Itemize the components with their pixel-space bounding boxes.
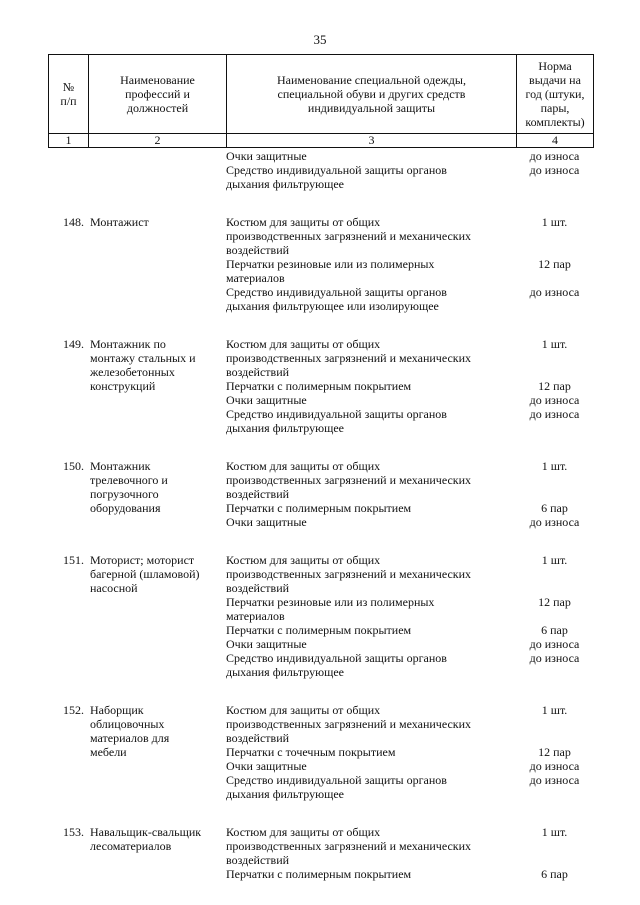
header-line: комплекты) <box>525 115 585 129</box>
equipment-name-line: Перчатки резиновые или из полимерных <box>226 257 435 271</box>
equipment-name <box>226 595 516 623</box>
issue-norm: 1 шт. <box>541 459 568 473</box>
table-row <box>48 337 593 435</box>
header-line: Наименование специальной одежды, <box>277 73 466 87</box>
equipment-name <box>226 703 516 745</box>
equipment-item <box>226 637 593 651</box>
equipment-name <box>226 637 516 651</box>
equipment-name-line: Средство индивидуальной защиты органов <box>226 773 447 787</box>
issue-norm: 12 пар <box>538 257 571 271</box>
equipment-item <box>226 393 593 407</box>
header-col-number <box>49 55 89 134</box>
table-row <box>48 703 593 801</box>
entry-gap <box>48 435 593 459</box>
equipment-name-line: воздействий <box>226 365 290 379</box>
profession-name <box>88 703 226 801</box>
equipment-name-line: Очки защитные <box>226 637 307 651</box>
header-line: п/п <box>60 94 77 108</box>
equipment-name-line: Костюм для защиты от общих <box>226 459 381 473</box>
row-number <box>48 149 88 191</box>
equipment-name-line: Костюм для защиты от общих <box>226 825 381 839</box>
entry-gap <box>48 679 593 703</box>
equipment-name-line: Средство индивидуальной защиты органов <box>226 285 447 299</box>
equipment-item <box>226 515 593 529</box>
equipment-item <box>226 501 593 515</box>
page-number: 35 <box>313 32 327 47</box>
profession-line: насосной <box>90 581 138 595</box>
equipment-name <box>226 773 516 801</box>
row-number: 153. <box>63 825 84 839</box>
equipment-item <box>226 595 593 623</box>
header-col-profession <box>89 55 227 134</box>
equipment-name <box>226 515 516 529</box>
equipment-item <box>226 553 593 595</box>
equipment-name <box>226 745 516 759</box>
equipment-item <box>226 759 593 773</box>
equipment-name-line: Перчатки с точечным покрытием <box>226 745 396 759</box>
equipment-name-line: производственных загрязнений и механических <box>226 351 472 365</box>
header-col-index-1: 1 <box>49 134 89 148</box>
issue-norm: до износа <box>529 407 580 421</box>
equipment-name <box>226 215 516 257</box>
issue-norm: до износа <box>529 759 580 773</box>
equipment-name-line: материалов <box>226 271 285 285</box>
equipment-name <box>226 825 516 867</box>
issue-norm: 1 шт. <box>541 553 568 567</box>
equipment-item <box>226 215 593 257</box>
issue-norm: до износа <box>529 149 580 163</box>
profession-line: монтажу стальных и <box>90 351 196 365</box>
equipment-name-line: производственных загрязнений и механических <box>226 717 472 731</box>
equipment-list <box>226 337 593 435</box>
equipment-item <box>226 257 593 285</box>
header-col-norm <box>517 55 594 134</box>
row-number: 150. <box>63 459 84 473</box>
entry-gap <box>48 801 593 825</box>
equipment-name-line: Перчатки с полимерным покрытием <box>226 623 412 637</box>
profession-line: трелевочного и <box>90 473 168 487</box>
issue-norm: 12 пар <box>538 595 571 609</box>
equipment-name <box>226 379 516 393</box>
equipment-name-line: воздействий <box>226 581 290 595</box>
equipment-name-line: дыхания фильтрующее <box>226 787 344 801</box>
equipment-name-line: Перчатки резиновые или из полимерных <box>226 595 435 609</box>
equipment-name-line: Перчатки с полимерным покрытием <box>226 501 412 515</box>
issue-norm: до износа <box>529 393 580 407</box>
table-row <box>48 825 593 881</box>
equipment-item <box>226 407 593 435</box>
equipment-item <box>226 163 593 191</box>
issue-norm: 6 пар <box>541 867 568 881</box>
table-row <box>48 215 593 313</box>
profession-line: материалов для <box>90 731 170 745</box>
equipment-name <box>226 759 516 773</box>
equipment-name <box>226 623 516 637</box>
header-line: индивидуальной защиты <box>307 101 436 115</box>
equipment-name-line: Очки защитные <box>226 149 307 163</box>
equipment-name-line: воздействий <box>226 853 290 867</box>
equipment-name <box>226 285 516 313</box>
equipment-name-line: дыхания фильтрующее <box>226 421 344 435</box>
header-line: Наименование <box>120 73 195 87</box>
equipment-item <box>226 623 593 637</box>
profession-line: Наборщик <box>90 703 144 717</box>
equipment-name <box>226 501 516 515</box>
equipment-name <box>226 337 516 379</box>
entry-gap <box>48 529 593 553</box>
row-number: 151. <box>63 553 84 567</box>
row-number: 149. <box>63 337 84 351</box>
equipment-name-line: дыхания фильтрующее <box>226 177 344 191</box>
equipment-name-line: дыхания фильтрующее <box>226 665 344 679</box>
issue-norm: до износа <box>529 637 580 651</box>
profession-name <box>88 337 226 435</box>
equipment-list <box>226 459 593 529</box>
issue-norm: до износа <box>529 285 580 299</box>
equipment-name <box>226 651 516 679</box>
equipment-name-line: Костюм для защиты от общих <box>226 703 381 717</box>
equipment-name-line: Перчатки с полимерным покрытием <box>226 379 412 393</box>
profession-line: Монтажник <box>90 459 151 473</box>
equipment-name-line: Костюм для защиты от общих <box>226 553 381 567</box>
issue-norm: до износа <box>529 163 580 177</box>
equipment-item <box>226 149 593 163</box>
equipment-name-line: Очки защитные <box>226 515 307 529</box>
equipment-name-line: производственных загрязнений и механических <box>226 567 472 581</box>
issue-norm: 12 пар <box>538 379 571 393</box>
profession-line: погрузочного <box>90 487 159 501</box>
issue-norm: до износа <box>529 515 580 529</box>
profession-line: багерной (шламовой) <box>90 567 200 581</box>
equipment-name-line: Средство индивидуальной защиты органов <box>226 163 447 177</box>
equipment-name <box>226 393 516 407</box>
equipment-list <box>226 703 593 801</box>
equipment-name-line: Очки защитные <box>226 393 307 407</box>
equipment-item <box>226 867 593 881</box>
profession-name <box>88 459 226 529</box>
header-col-index-2: 2 <box>89 134 227 148</box>
issue-norm: до износа <box>529 651 580 665</box>
equipment-name <box>226 867 516 881</box>
profession-line: Монтажник по <box>90 337 166 351</box>
profession-name <box>88 149 226 191</box>
header-line: профессий и <box>125 87 190 101</box>
issue-norm: 6 пар <box>541 501 568 515</box>
profession-line: Монтажист <box>90 215 149 229</box>
issue-norm: 6 пар <box>541 623 568 637</box>
equipment-name-line: воздействий <box>226 731 290 745</box>
profession-line: мебели <box>90 745 127 759</box>
equipment-name <box>226 553 516 595</box>
header-line: Норма <box>538 59 572 73</box>
profession-line: облицовочных <box>90 717 165 731</box>
equipment-name-line: Очки защитные <box>226 759 307 773</box>
table-row <box>48 149 593 191</box>
equipment-item <box>226 285 593 313</box>
equipment-item <box>226 745 593 759</box>
profession-line: железобетонных <box>90 365 175 379</box>
equipment-name <box>226 149 516 163</box>
profession-line: конструкций <box>90 379 156 393</box>
equipment-list <box>226 553 593 679</box>
issue-norm: 1 шт. <box>541 703 568 717</box>
table-header <box>48 54 594 148</box>
equipment-name <box>226 407 516 435</box>
equipment-item <box>226 459 593 501</box>
equipment-item <box>226 703 593 745</box>
equipment-name-line: производственных загрязнений и механических <box>226 473 472 487</box>
issue-norm: 1 шт. <box>541 337 568 351</box>
equipment-item <box>226 825 593 867</box>
profession-name <box>88 215 226 313</box>
equipment-item <box>226 773 593 801</box>
header-line: № <box>62 80 75 94</box>
equipment-item <box>226 337 593 379</box>
header-line: пары, <box>540 101 570 115</box>
issue-norm: 1 шт. <box>541 825 568 839</box>
equipment-name-line: Средство индивидуальной защиты органов <box>226 407 447 421</box>
entry-gap <box>48 313 593 337</box>
equipment-name <box>226 163 516 191</box>
header-line: выдачи на <box>529 73 581 87</box>
equipment-name-line: производственных загрязнений и механических <box>226 229 472 243</box>
issue-norm: 12 пар <box>538 745 571 759</box>
header-col-index-4: 4 <box>517 134 594 148</box>
equipment-name-line: дыхания фильтрующее или изолирующее <box>226 299 439 313</box>
header-line: специальной обуви и других средств <box>277 87 466 101</box>
equipment-name-line: производственных загрязнений и механических <box>226 839 472 853</box>
equipment-name-line: Перчатки с полимерным покрытием <box>226 867 412 881</box>
entry-gap <box>48 191 593 215</box>
equipment-item <box>226 651 593 679</box>
profession-name <box>88 825 226 881</box>
header-col-index-3: 3 <box>227 134 517 148</box>
issue-norm: до износа <box>529 773 580 787</box>
equipment-list <box>226 215 593 313</box>
table-row <box>48 553 593 679</box>
equipment-name-line: материалов <box>226 609 285 623</box>
header-line: год (штуки, <box>525 87 585 101</box>
row-number: 152. <box>63 703 84 717</box>
table-body <box>48 149 593 881</box>
issue-norm: 1 шт. <box>541 215 568 229</box>
equipment-name-line: Средство индивидуальной защиты органов <box>226 651 447 665</box>
equipment-name-line: воздействий <box>226 487 290 501</box>
profession-line: лесоматериалов <box>90 839 172 853</box>
equipment-list <box>226 149 593 191</box>
profession-line: Моторист; моторист <box>90 553 195 567</box>
table-row <box>48 459 593 529</box>
equipment-name <box>226 459 516 501</box>
header-line: должностей <box>126 101 189 115</box>
profession-name <box>88 553 226 679</box>
equipment-name-line: Костюм для защиты от общих <box>226 337 381 351</box>
equipment-name-line: воздействий <box>226 243 290 257</box>
equipment-list <box>226 825 593 881</box>
row-number: 148. <box>63 215 84 229</box>
equipment-name <box>226 257 516 285</box>
header-col-equipment <box>227 55 517 134</box>
profession-line: Навальщик-свальщик <box>90 825 202 839</box>
profession-line: оборудования <box>90 501 161 515</box>
equipment-item <box>226 379 593 393</box>
equipment-name-line: Костюм для защиты от общих <box>226 215 381 229</box>
